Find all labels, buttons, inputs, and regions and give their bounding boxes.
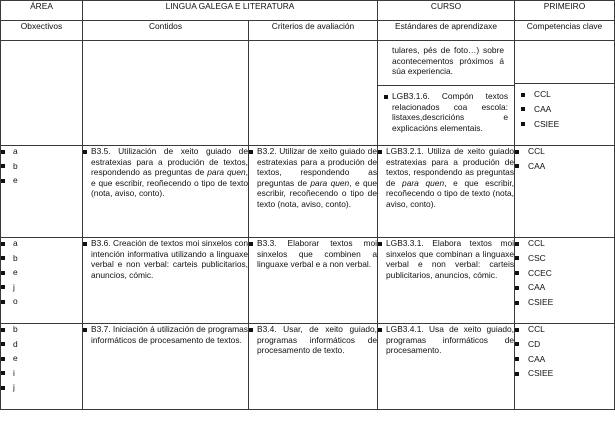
criterion-cell: [249, 238, 378, 324]
objective-item: b: [1, 324, 82, 335]
objectives-cell: [1, 324, 83, 410]
objective-item: i: [1, 368, 82, 379]
competences-cell: [515, 324, 615, 410]
competence-item: CD: [515, 339, 614, 350]
header-row: [1, 1, 615, 21]
content-text: B3.6. Creación de textos moi sinxelos con intención informativa utilizando a linguaxe verbal e non verbal: carteis publicitarios, anuncios, cómic.: [83, 238, 248, 280]
standard-text: LGB3.3.1. Elabora textos moi sinxelos que combinan a linguaxe verbal e non verbal: carteis publicitarios, anuncios, cómic.: [378, 238, 514, 280]
competence-item: CSIEE: [521, 119, 608, 130]
competences-cell: [515, 146, 615, 238]
standard-cell: [378, 238, 515, 324]
competence-item: CAA: [515, 161, 614, 172]
competence-item: CSIEE: [515, 297, 614, 308]
content-text: B3.7. Iniciación á utilización de programas informáticos de procesamento de textos.: [83, 324, 248, 345]
competences-cell: [515, 238, 615, 324]
table-row-continuation: [1, 41, 615, 146]
criterion-cell: [249, 146, 378, 238]
criterion-text: B3.3. Elaborar textos moi sinxelos que combinen a linguaxe verbal e a non verbal.: [249, 238, 377, 270]
criterion-text: B3.4. Usar, de xeito guiado, programas informáticos de procesamento de texto.: [249, 324, 377, 356]
criterion-text: B3.2. Utilizar de xeito guiado de estratexias para a produción de textos, respondendo as preguntas de para quen, e que escribir, recoñecendo o tipo de texto (nota, aviso, conto).: [249, 146, 377, 210]
objective-item: a: [1, 146, 82, 157]
competence-item: CCEC: [515, 268, 614, 279]
objective-item: e: [1, 267, 82, 278]
col-standards: Estándares de aprendizaxe: [378, 21, 515, 41]
standard-cell: [378, 146, 515, 238]
objectives-cell: [1, 146, 83, 238]
col-contents: Contidos: [83, 21, 249, 41]
content-cell: [83, 238, 249, 324]
standard-text: LGB3.4.1. Usa de xeito guiado, programas informáticos de procesamento.: [378, 324, 514, 356]
standard-text: LGB3.1.6. Compón textos relacionados coa escola: listaxes,descricións e explicacións elementais.: [384, 91, 508, 133]
standard-cell: [378, 324, 515, 410]
competence-item: CCL: [515, 238, 614, 249]
criterion-cell: [249, 324, 378, 410]
competence-item: CSC: [515, 253, 614, 264]
objective-item: a: [1, 238, 82, 249]
course-value: PRIMEIRO: [515, 1, 615, 21]
subject-title: LINGUA GALEGA E LITERATURA: [83, 1, 378, 21]
competence-item: CAA: [515, 354, 614, 365]
objective-item: j: [1, 282, 82, 293]
objective-item: e: [1, 353, 82, 364]
table-row: [1, 238, 615, 324]
column-header-row: [1, 21, 615, 41]
competence-item: CCL: [515, 146, 614, 157]
content-cell: [83, 146, 249, 238]
objective-item: b: [1, 253, 82, 264]
col-competences: Competencias clave: [515, 21, 615, 41]
standard-continuation-text: tulares, pés de foto…) sobre acontecementos próximos á súa experiencia.: [392, 45, 505, 77]
content-text: B3.5. Utilización de xeito guiado de estratexias para a produción de textos, respondendo as preguntas de para quen, e que escribir, reoñecendo o tipo de texto (nota, aviso, conto).: [83, 146, 248, 199]
objective-item: e: [1, 175, 82, 186]
table-row: [1, 324, 615, 410]
col-objectives: Obxectivos: [1, 21, 83, 41]
col-criteria: Criterios de avaliación: [249, 21, 378, 41]
standard-text: LGB3.2.1. Utiliza de xeito guiado estratexias para a produción de textos, respondendo as preguntas de para quen, e que escribir, recoñecendo o tipo de texto (nota, aviso, conto).: [378, 146, 514, 210]
content-cell: [83, 324, 249, 410]
competence-item: CCL: [515, 324, 614, 335]
objective-item: b: [1, 161, 82, 172]
competence-item: CAA: [515, 282, 614, 293]
objective-item: d: [1, 339, 82, 350]
objectives-cell: [1, 238, 83, 324]
course-label: CURSO: [378, 1, 515, 21]
objective-item: j: [1, 382, 82, 393]
objective-item: o: [1, 296, 82, 307]
competence-item: CSIEE: [515, 368, 614, 379]
table-row: [1, 146, 615, 238]
competence-item: CCL: [521, 89, 608, 100]
area-label: ÁREA: [1, 1, 83, 21]
competence-item: CAA: [521, 104, 608, 115]
